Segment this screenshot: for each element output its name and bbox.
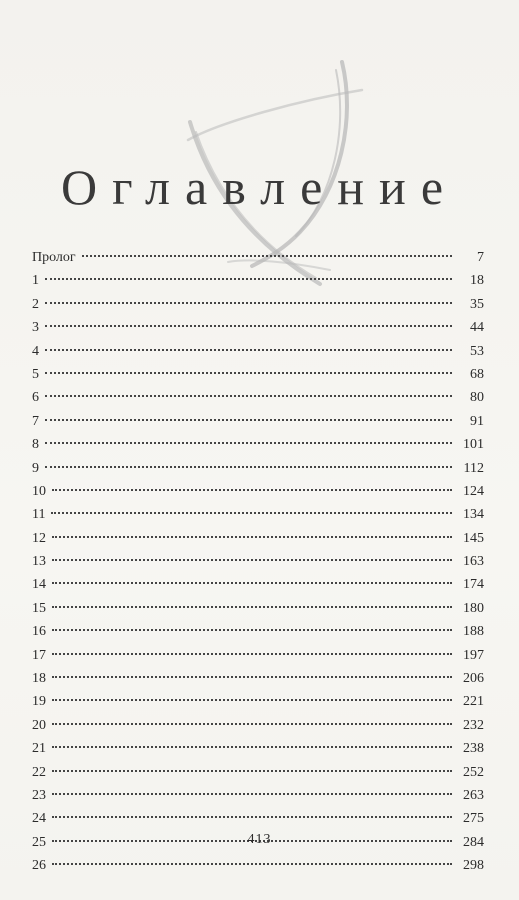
toc-entry-page: 232 xyxy=(463,717,484,733)
toc-entry-page: 284 xyxy=(463,834,484,850)
dot-leader xyxy=(45,442,452,444)
toc-entry-label: 14 xyxy=(32,577,46,593)
toc-entry-page: 145 xyxy=(463,530,484,546)
toc-entry-label: 4 xyxy=(32,343,39,359)
toc-entry-page: 252 xyxy=(463,764,484,780)
toc-entry-label: 21 xyxy=(32,741,46,757)
toc-entry-label: 1 xyxy=(32,273,39,289)
toc-entry xyxy=(32,854,484,877)
toc-entry-label: 20 xyxy=(32,717,46,733)
toc-entry xyxy=(32,340,484,363)
toc-entry-page: 53 xyxy=(470,343,484,359)
toc-entry xyxy=(32,269,484,292)
toc-entry-label: 18 xyxy=(32,671,46,687)
toc-entry-label: 10 xyxy=(32,483,46,499)
page-number: 413 xyxy=(247,832,272,847)
toc-entry-label: 9 xyxy=(32,460,39,476)
toc-entry-page: 206 xyxy=(463,671,484,687)
toc-entry-page: 275 xyxy=(463,811,484,827)
toc-entry xyxy=(32,690,484,713)
toc-entry xyxy=(32,316,484,339)
dot-leader xyxy=(52,629,452,631)
dot-leader xyxy=(51,512,452,514)
toc-entry xyxy=(32,761,484,784)
toc-entry-label: 7 xyxy=(32,413,39,429)
dot-leader xyxy=(45,372,452,374)
toc-entry-page: 134 xyxy=(463,507,484,523)
toc-entry-page: 35 xyxy=(470,296,484,312)
toc-entry xyxy=(32,807,484,830)
dot-leader xyxy=(52,816,452,818)
toc-entry-label: 24 xyxy=(32,811,46,827)
dot-leader xyxy=(52,606,452,608)
toc-entry-label: 15 xyxy=(32,600,46,616)
toc-entry-page: 163 xyxy=(463,554,484,570)
toc-entry xyxy=(32,573,484,596)
dot-leader xyxy=(52,676,452,678)
toc-entry-label: 26 xyxy=(32,858,46,874)
dot-leader xyxy=(52,653,452,655)
toc-entry-page: 263 xyxy=(463,787,484,803)
toc-entry-page: 91 xyxy=(470,413,484,429)
toc-entry-label: Пролог xyxy=(32,250,76,265)
toc-entry-label: 5 xyxy=(32,366,39,382)
toc-entry-page: 188 xyxy=(463,624,484,640)
toc-entry xyxy=(32,433,484,456)
toc-entry-page: 7 xyxy=(477,250,484,265)
toc-entry xyxy=(32,293,484,316)
toc-entry-page: 221 xyxy=(463,694,484,710)
dot-leader xyxy=(45,395,452,397)
toc-entry-page: 44 xyxy=(470,320,484,336)
toc-entry-label: 2 xyxy=(32,296,39,312)
dot-leader xyxy=(52,746,452,748)
toc-entry xyxy=(32,410,484,433)
toc-entry-page: 112 xyxy=(463,460,484,476)
dot-leader xyxy=(45,278,452,280)
toc-entry xyxy=(32,737,484,760)
dot-leader xyxy=(82,255,452,257)
toc-entry xyxy=(32,784,484,807)
dot-leader xyxy=(52,863,452,865)
page-title: Оглавление xyxy=(60,159,459,215)
dot-leader xyxy=(52,723,452,725)
toc-entry-label: 6 xyxy=(32,390,39,406)
toc-entry-page: 238 xyxy=(463,741,484,757)
dot-leader xyxy=(52,582,452,584)
dot-leader xyxy=(52,770,452,772)
toc-entry xyxy=(32,597,484,620)
toc-entry-label: 12 xyxy=(32,530,46,546)
toc-entry xyxy=(32,620,484,643)
toc-entry xyxy=(32,503,484,526)
toc-entry-page: 298 xyxy=(463,858,484,874)
toc-entry xyxy=(32,386,484,409)
dot-leader xyxy=(52,559,452,561)
toc-entry-page: 68 xyxy=(470,366,484,382)
toc-entry xyxy=(32,550,484,573)
toc-entry-page: 197 xyxy=(463,647,484,663)
toc-entry-label: 3 xyxy=(32,320,39,336)
toc-entry-page: 101 xyxy=(463,437,484,453)
dot-leader xyxy=(45,349,452,351)
toc-entry-page: 174 xyxy=(463,577,484,593)
dot-leader xyxy=(45,325,452,327)
toc-entry xyxy=(32,667,484,690)
toc-entry xyxy=(32,363,484,386)
toc-entry-label: 17 xyxy=(32,647,46,663)
dot-leader xyxy=(52,699,452,701)
dot-leader xyxy=(45,466,452,468)
toc-entry-label: 11 xyxy=(32,507,46,523)
toc-entry-label: 23 xyxy=(32,787,46,803)
toc-entry xyxy=(32,457,484,480)
toc-entry-label: 22 xyxy=(32,764,46,780)
toc-entry-page: 18 xyxy=(470,273,484,289)
dot-leader xyxy=(45,302,452,304)
toc-entry-label: 13 xyxy=(32,554,46,570)
toc-entry xyxy=(32,714,484,737)
dot-leader xyxy=(52,536,452,538)
toc-entry-page: 80 xyxy=(470,390,484,406)
toc-entry-label: 16 xyxy=(32,624,46,640)
toc-entry-label: 25 xyxy=(32,834,46,850)
toc-entry-page: 124 xyxy=(463,483,484,499)
toc-entry xyxy=(32,246,484,269)
toc-entry xyxy=(32,644,484,667)
dot-leader xyxy=(52,489,452,491)
toc-entry xyxy=(32,527,484,550)
table-of-contents xyxy=(32,246,484,878)
toc-entry-label: 19 xyxy=(32,694,46,710)
toc-entry-label: 8 xyxy=(32,437,39,453)
dot-leader xyxy=(52,793,452,795)
toc-entry-page: 180 xyxy=(463,600,484,616)
toc-entry xyxy=(32,480,484,503)
dot-leader xyxy=(45,419,452,421)
